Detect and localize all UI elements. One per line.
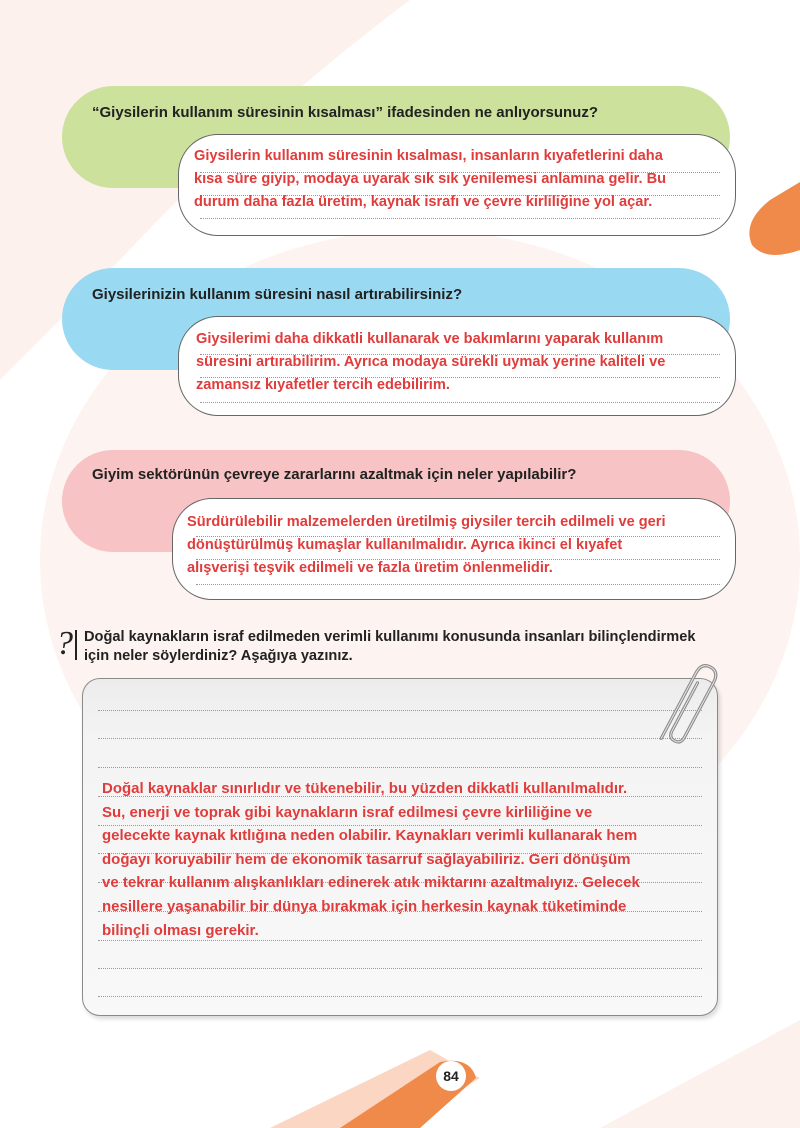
- question-2-text: Giysilerinizin kullanım süresini nasıl artırabilirsiniz?: [92, 286, 463, 303]
- answer-line: ve tekrar kullanım alışkanlıkları edinerek atık miktarını azaltmalıyız. Gelecek: [102, 874, 640, 892]
- answer-line: doğayı koruyabilir hem de ekonomik tasarruf sağlayabiliriz. Geri dönüşüm: [102, 850, 631, 868]
- answer-line: zamansız kıyafetler tercih edebilirim.: [196, 377, 450, 393]
- note-writing-line: [98, 996, 702, 997]
- answer-2-writing-line: [200, 402, 720, 403]
- task-answer-text: [102, 777, 640, 942]
- answer-1-text: [194, 145, 666, 214]
- answer-line: nesillere yaşanabilir bir dünya bırakmak için herkesin kaynak tüketiminde: [102, 897, 627, 915]
- answer-line: dönüştürülmüş kumaşlar kullanılmalıdır. Ayrıca ikinci el kıyafet: [187, 537, 623, 553]
- page-number: 84: [443, 1068, 459, 1084]
- answer-3-text: [187, 511, 666, 580]
- answer-1-writing-line: [200, 218, 720, 219]
- answer-line: gelecekte kaynak kıtlığına neden olabilir. Kaynakları verimli kullanarak hem: [102, 827, 638, 845]
- task-prompt-line: için neler söylerdiniz? Aşağıya yazınız.: [84, 648, 353, 664]
- answer-line: Giysilerin kullanım süresinin kısalması, insanların kıyafetlerini daha: [194, 148, 663, 164]
- answer-line: süresini artırabilirim. Ayrıca modaya sürekli uymak yerine kaliteli ve: [196, 354, 666, 370]
- question-3-text: Giyim sektörünün çevreye zararlarını azaltmak için neler yapılabilir?: [92, 466, 577, 483]
- answer-line: Giysilerimi daha dikkatli kullanarak ve bakımlarını yaparak kullanım: [196, 331, 664, 347]
- answer-line: kısa süre giyip, modaya uyarak sık sık yenilemesi anlamına gelir. Bu: [194, 171, 667, 187]
- note-writing-line: [98, 968, 702, 969]
- task-prompt: [84, 628, 696, 666]
- answer-line: bilinçli olması gerekir.: [102, 921, 259, 939]
- question-1-text: “Giysilerin kullanım süresinin kısalması” ifadesinden ne anlıyorsunuz?: [92, 104, 598, 121]
- question-mark-icon: [56, 625, 82, 664]
- question-mark-glyph: ?: [56, 625, 73, 662]
- page-number-badge: [436, 1061, 466, 1091]
- answer-line: Su, enerji ve toprak gibi kaynakların israf edilmesi çevre kirliliğine ve: [102, 803, 593, 821]
- answer-2-text: [196, 328, 665, 397]
- answer-line: durum daha fazla üretim, kaynak israfı ve çevre kirliliğine yol açar.: [194, 194, 653, 210]
- icon-divider: [75, 630, 77, 660]
- task-prompt-line: Doğal kaynakların israf edilmeden verimli kullanımı konusunda insanları bilinçlendirmek: [84, 629, 696, 645]
- answer-line: Sürdürülebilir malzemelerden üretilmiş giysiler tercih edilmeli ve geri: [187, 514, 666, 530]
- note-writing-line: [98, 738, 702, 739]
- note-writing-line: [98, 710, 702, 711]
- paperclip-icon: [658, 655, 718, 755]
- answer-3-writing-line: [196, 584, 720, 585]
- answer-line: alışverişi teşvik edilmeli ve fazla üretim önlenmelidir.: [187, 560, 553, 576]
- note-writing-line: [98, 767, 702, 768]
- answer-line: Doğal kaynaklar sınırlıdır ve tükenebilir, bu yüzden dikkatli kullanılmalıdır.: [102, 780, 628, 797]
